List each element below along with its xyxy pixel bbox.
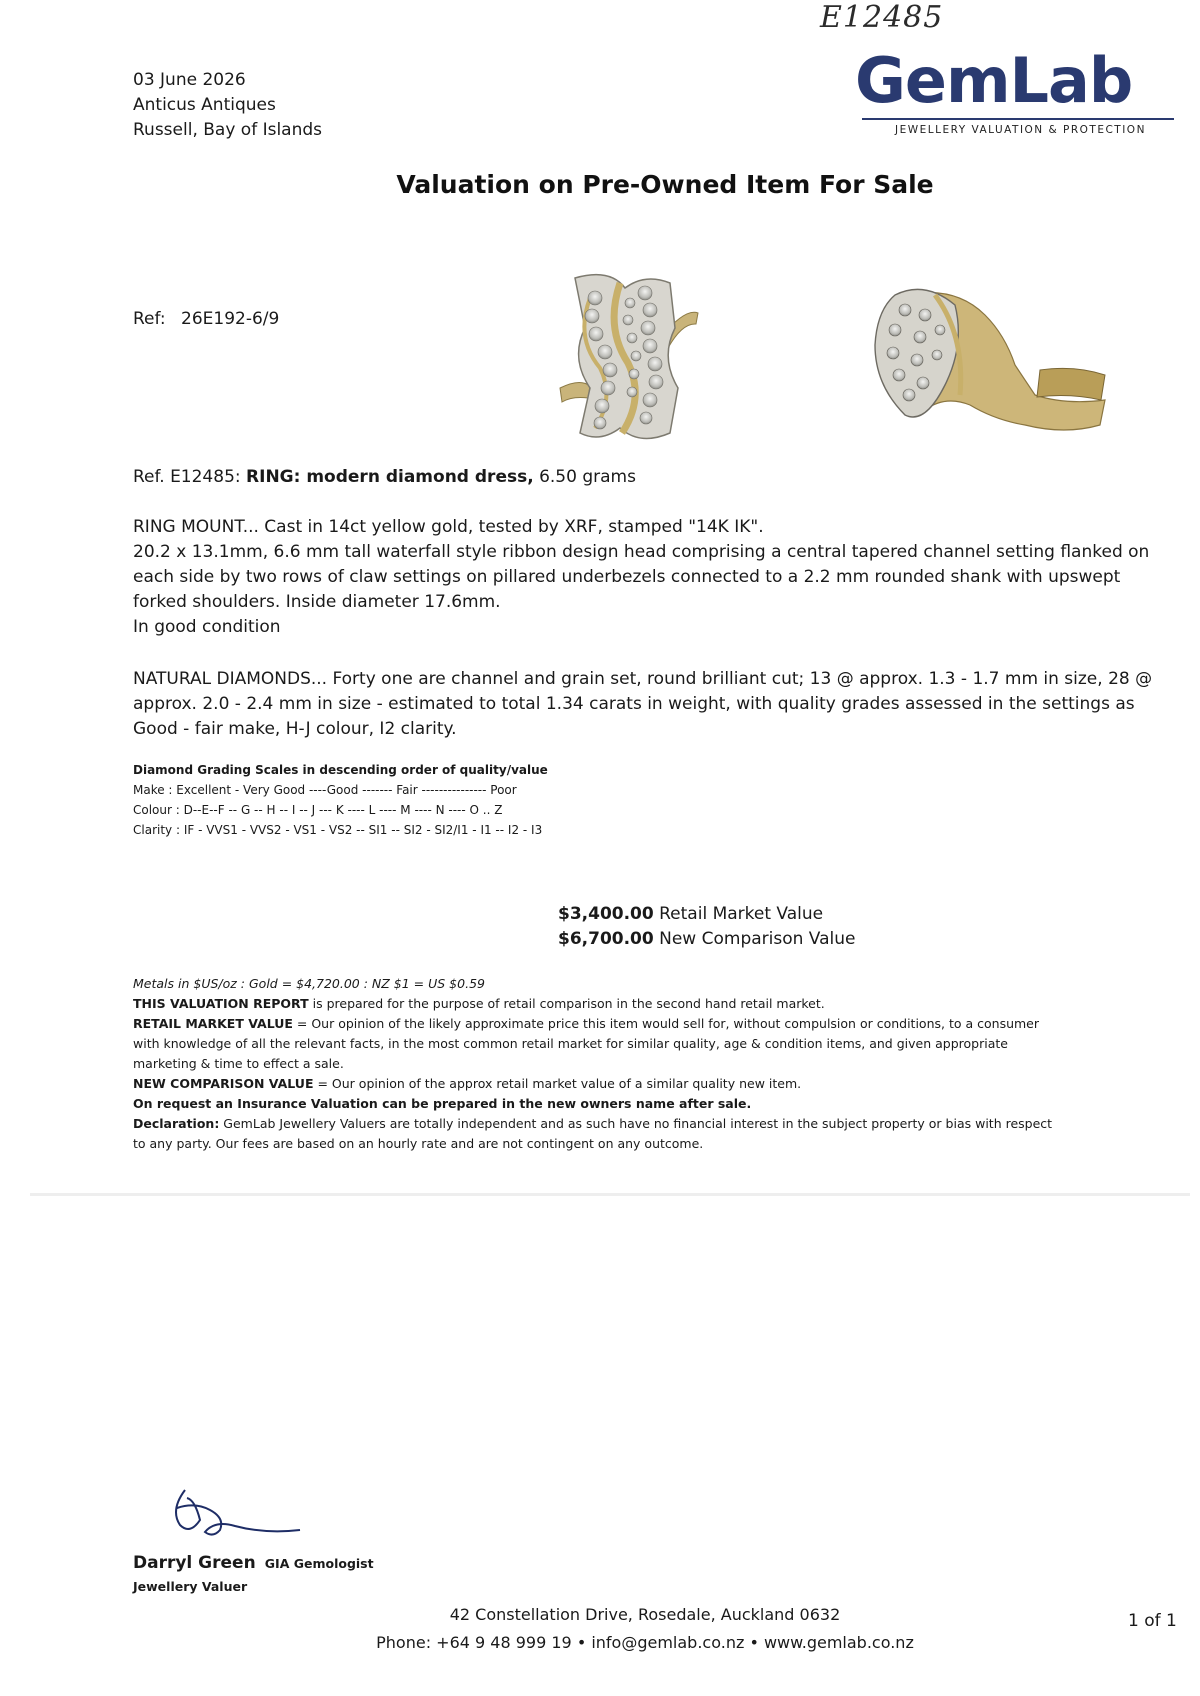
report-text: is prepared for the purpose of retail comparison in the second hand retail market. [308,996,825,1011]
item-weight: 6.50 grams [539,467,636,487]
notes-block [133,974,1193,1154]
page-title: Valuation on Pre-Owned Item For Sale [396,170,934,199]
rmv-text-3: marketing & time to effect a sale. [133,1056,344,1071]
mount-description [133,515,1193,640]
rmv-label: RETAIL MARKET VALUE [133,1016,293,1031]
diamonds-line: Good - fair make, H-J colour, I2 clarity. [133,719,457,739]
valuation-figures [558,902,855,952]
address-block [133,68,322,143]
mount-line: each side by two rows of claw settings on pillared underbezels connected to a 2.2 mm rounded shank with upswept [133,567,1121,587]
grading-make: Make : Excellent - Very Good ----Good ------- Fair --------------- Poor [133,783,517,797]
declaration-text: GemLab Jewellery Valuers are totally independent and as such have no financial interest in the subject property or bias with respect [219,1116,1053,1131]
diamonds-description [133,667,1193,742]
scan-artifact [30,1193,1190,1196]
retail-market-value [558,902,855,927]
gemlab-logo: GemLab [855,44,1133,117]
signatory-name: Darryl Green [133,1553,256,1573]
grading-heading: Diamond Grading Scales in descending order of quality/value [133,763,548,777]
reference-value: 26E192-6/9 [181,309,280,329]
ncv-note [133,1074,1193,1094]
reference-line [133,307,279,332]
page-number: 1 of 1 [1128,1611,1177,1631]
mount-line: RING MOUNT... Cast in 14ct yellow gold, tested by XRF, stamped "14K IK". [133,517,764,537]
declaration-text-2: to any party. Our fees are based on an hourly rate and are not contingent on any outcome. [133,1136,704,1151]
metals-note: Metals in $US/oz : Gold = $4,720.00 : NZ $1 = US $0.59 [133,976,485,991]
condition-text: In good condition [133,617,281,637]
item-heading [133,465,636,490]
declaration-note [133,1114,1193,1134]
grading-clarity: Clarity : IF - VVS1 - VVS2 - VS1 - VS2 -- SI1 -- SI2 - SI2/I1 - I1 -- I2 - I3 [133,823,543,837]
retail-label: Retail Market Value [659,904,824,924]
ncv-text: = Our opinion of the approx retail market value of a similar quality new item. [313,1076,802,1091]
diamonds-line: approx. 2.0 - 2.4 mm in size - estimated to total 1.34 carats in weight, with quality grades assessed in the settings as [133,694,1135,714]
logo-underline [862,118,1174,120]
rmv-note [133,1014,1193,1034]
diamonds-line: NATURAL DIAMONDS... Forty one are channel and grain set, round brilliant cut; 13 @ approx. 1.3 - 1.7 mm in size, 28 @ [133,669,1153,689]
footer-address: 42 Constellation Drive, Rosedale, Auckland 0632 [449,1605,841,1624]
report-label: THIS VALUATION REPORT [133,996,309,1011]
retail-amount: $3,400.00 [558,904,654,924]
ring-photo-front [550,268,700,448]
insurance-note: On request an Insurance Valuation can be prepared in the new owners name after sale. [133,1096,752,1111]
handwritten-reference: E12485 [820,0,944,35]
signature [165,1480,305,1540]
rmv-text: = Our opinion of the likely approximate price this item would sell for, without compulsion or conditions, to a consumer [292,1016,1040,1031]
mount-line: forked shoulders. Inside diameter 17.6mm. [133,592,501,612]
grading-scales [133,760,548,840]
declaration-label: Declaration: [133,1116,220,1131]
client-name: Anticus Antiques [133,95,276,115]
report-date: 03 June 2026 [133,70,246,90]
grading-colour: Colour : D--E--F -- G -- H -- I -- J --- K ---- L ---- M ---- N ---- O .. Z [133,803,503,817]
client-location: Russell, Bay of Islands [133,120,323,140]
reference-label: Ref: [133,309,166,329]
footer-contact: Phone: +64 9 48 999 19 • info@gemlab.co.nz • www.gemlab.co.nz [376,1633,914,1652]
report-note [133,994,1193,1014]
mount-line: 20.2 x 13.1mm, 6.6 mm tall waterfall style ribbon design head comprising a central tapered channel setting flanked on [133,542,1150,562]
new-comparison-value [558,927,855,952]
new-amount: $6,700.00 [558,929,654,949]
logo-tagline: JEWELLERY VALUATION & PROTECTION [895,124,1146,136]
signatory-role: Jewellery Valuer [133,1579,248,1594]
ring-photo-side [865,275,1115,450]
new-label: New Comparison Value [659,929,856,949]
signatory-block [133,1553,374,1594]
item-name: RING: modern diamond dress, [246,467,534,487]
signatory-qualification: GIA Gemologist [264,1556,374,1571]
ncv-label: NEW COMPARISON VALUE [133,1076,314,1091]
rmv-text-2: with knowledge of all the relevant facts, in the most common retail market for similar quality, age & condition items, and given appropriate [133,1036,1008,1051]
item-ref: Ref. E12485: [133,467,241,487]
